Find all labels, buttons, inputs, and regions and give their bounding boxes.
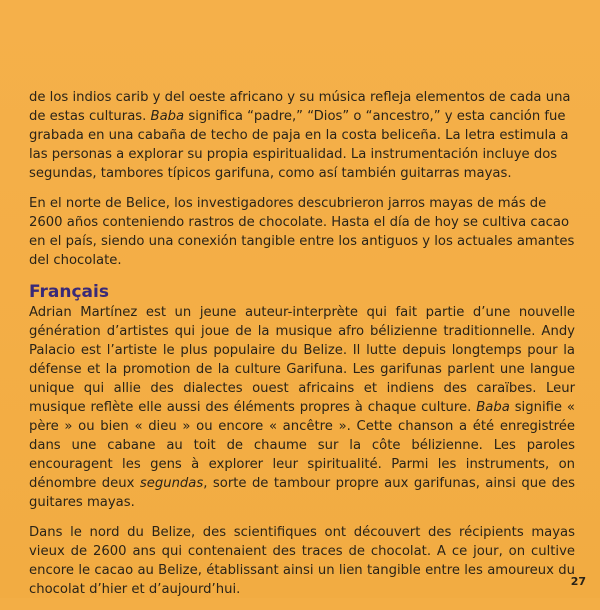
spanish-p1-baba: Baba bbox=[150, 109, 185, 124]
french-heading: Français bbox=[29, 282, 109, 302]
french-p1-text-c: , sorte de tambour propre aux garifunas, ainsi que des guitares mayas. bbox=[29, 476, 575, 510]
spanish-paragraph-1 bbox=[29, 88, 575, 183]
spanish-p1-text-b: significa “padre,” “Dios” o “ancestro,” y esta canción fue grabada en una cabaña de techo de paja en la costa beliceña. La letra estimula a las personas a explorar su propia espiritualidad. La instrumentación incluye dos segundas, tambores típicos garifuna, como así también guitarras mayas. bbox=[29, 109, 569, 181]
french-paragraph-1 bbox=[29, 303, 575, 512]
page-content bbox=[29, 88, 575, 610]
french-p1-text-b: signifie « père » ou bien « dieu » ou encore « ancêtre ». Cette chanson a été enregistrée dans une cabane au toit de chaume sur la côte bélizienne. Les paroles encouragent les gens à explorer leur spiritualité. Parmi les instruments, on dénombre deux bbox=[29, 400, 575, 491]
spanish-p1-text-a: de los indios carib y del oeste africano y su música refleja elementos de cada una de estas culturas. bbox=[29, 90, 571, 124]
french-paragraph-2: Dans le nord du Belize, des scientifiques ont découvert des récipients mayas vieux de 2600 ans qui contenaient des traces de chocolat. A ce jour, on cultive encore le cacao au Belize, établissant ainsi un lien tangible entre les amoureux du chocolat d’hier et d’aujourd’hui. bbox=[29, 525, 575, 597]
french-p1-text-a: Adrian Martínez est un jeune auteur-interprète qui fait partie d’une nouvelle génération d’artistes qui joue de la musique afro bélizienne traditionnelle. Andy Palacio est l’artiste le plus populaire du Belize. Il lutte depuis longtemps pour la défense et la promotion de la culture Garifuna. Les garifunas parlent une langue unique qui allie des dialectes ouest africains et indiens des caraïbes. Leur musique reflète elle aussi des éléments propres à chaque culture. bbox=[29, 305, 575, 415]
french-p1-baba: Baba bbox=[476, 400, 510, 415]
page-number: 27 bbox=[570, 575, 586, 588]
spanish-paragraph-2: En el norte de Belice, los investigadores descubrieron jarros mayas de más de 2600 años conteniendo rastros de chocolate. Hasta el día de hoy se cultiva cacao en el país, siendo una conexión tangible entre los antiguos y los actuales amantes del chocolate. bbox=[29, 196, 575, 268]
french-p1-segundas: segundas bbox=[139, 476, 204, 491]
